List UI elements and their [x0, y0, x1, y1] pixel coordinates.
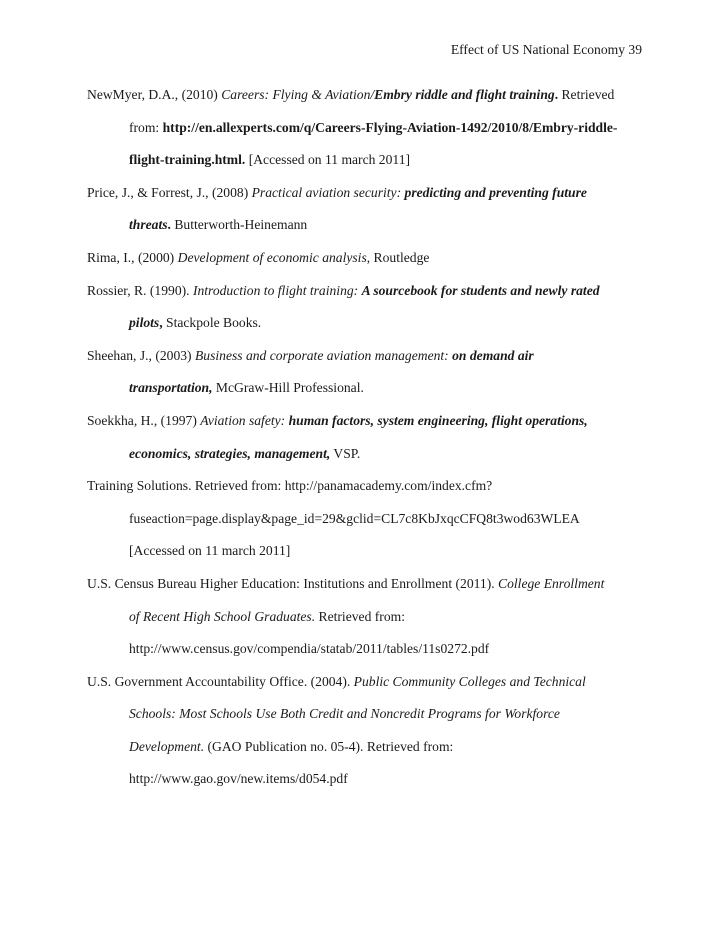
reference-text-segment: U.S. Census Bureau Higher Education: Institutions and Enrollment (2011).	[87, 575, 499, 591]
reference-continuation-line	[87, 607, 647, 640]
reference-entry	[87, 248, 647, 281]
reference-entry	[87, 574, 647, 672]
reference-text-segment: Business and corporate aviation management:	[194, 347, 453, 363]
reference-first-line	[87, 281, 647, 314]
reference-first-line	[87, 476, 647, 509]
reference-first-line	[87, 574, 647, 607]
reference-text-segment: .	[167, 217, 171, 233]
reference-entry	[87, 281, 647, 346]
reference-continuation-line	[87, 444, 647, 477]
reference-text-segment: .	[554, 87, 562, 102]
reference-text-segment: A sourcebook for students and newly rated	[361, 282, 600, 298]
reference-text-segment: [Accessed on 11 march 2011]	[245, 152, 411, 168]
reference-text-segment: Retrieved from:	[315, 608, 405, 624]
reference-continuation-line	[87, 313, 647, 346]
reference-text-segment: Soekkha, H., (1997)	[87, 412, 201, 428]
reference-text-segment: (GAO Publication no. 05-4). Retrieved from:	[204, 738, 454, 754]
reference-text-segment: Sheehan, J., (2003)	[87, 347, 195, 363]
reference-text-segment: Training Solutions. Retrieved from: http://panamacademy.com/index.cfm?	[87, 478, 493, 494]
reference-first-line	[87, 85, 647, 118]
reference-entry	[87, 411, 647, 476]
reference-entry	[87, 672, 647, 802]
reference-entry	[87, 85, 647, 183]
reference-text-segment: Practical aviation security:	[251, 184, 405, 200]
reference-text-segment: College Enrollment	[498, 575, 605, 591]
reference-text-segment: Butterworth-Heinemann	[170, 217, 308, 233]
reference-continuation-line	[87, 378, 647, 411]
reference-continuation-line	[87, 150, 647, 183]
reference-text-segment: fuseaction=page.display&page_id=29&gclid=CL7c8KbJxqcCFQ8t3wod63WLEA	[129, 510, 580, 526]
reference-text-segment: Rossier, R. (1990).	[87, 282, 193, 298]
reference-text-segment: U.S. Government Accountability Office. (2004).	[87, 673, 354, 689]
reference-first-line	[87, 672, 647, 705]
reference-text-segment: of Recent High School Graduates.	[129, 608, 316, 624]
reference-text-segment: Introduction to flight training:	[192, 282, 362, 298]
reference-continuation-line	[87, 704, 647, 737]
reference-continuation-line	[87, 509, 647, 542]
reference-text-segment: McGraw-Hill Professional.	[212, 380, 364, 396]
running-head: Effect of US National Economy 39	[450, 42, 642, 57]
reference-text-segment: human factors, system engineering, flight operations,	[288, 412, 588, 428]
reference-text-segment: Price, J., & Forrest, J., (2008)	[87, 184, 252, 200]
reference-continuation-line	[87, 639, 647, 672]
reference-text-segment: http://www.gao.gov/new.items/d054.pdf	[129, 771, 348, 787]
reference-first-line	[87, 248, 647, 281]
reference-text-segment: predicting and preventing future	[404, 184, 587, 200]
reference-continuation-line	[87, 215, 647, 248]
reference-text-segment: Stackpole Books.	[162, 315, 262, 331]
reference-first-line	[87, 183, 647, 216]
reference-text-segment: ,	[159, 315, 163, 331]
reference-first-line	[87, 346, 647, 379]
reference-text-segment: economics, strategies, management,	[129, 445, 331, 461]
reference-entry	[87, 476, 647, 574]
reference-continuation-line	[87, 541, 647, 574]
reference-text-segment: VSP.	[330, 445, 361, 461]
reference-text-segment: Careers: Flying & Aviation/	[221, 87, 375, 102]
reference-list	[87, 85, 647, 802]
reference-text-segment: [Accessed on 11 march 2011]	[129, 543, 291, 559]
reference-text-segment: transportation,	[129, 380, 213, 396]
reference-text-segment: Public Community Colleges and Technical	[353, 673, 586, 689]
reference-text-segment: threats	[129, 217, 168, 233]
reference-text-segment: pilots	[129, 315, 160, 331]
reference-text-segment: flight-training.html.	[129, 152, 246, 168]
reference-entry	[87, 346, 647, 411]
reference-text-segment: on demand air	[452, 347, 534, 363]
reference-entry	[87, 183, 647, 248]
reference-continuation-line	[87, 118, 647, 151]
reference-text-segment: Retrieved	[561, 87, 615, 102]
reference-text-segment: Development of economic analysis	[177, 249, 367, 265]
reference-text-segment: Aviation safety:	[200, 412, 289, 428]
reference-text-segment: NewMyer, D.A., (2010)	[87, 87, 222, 102]
reference-text-segment: http://en.allexperts.com/q/Careers-Flying-Aviation-1492/2010/8/Embry-riddle-	[162, 119, 618, 135]
reference-continuation-line	[87, 737, 647, 770]
reference-text-segment: http://www.census.gov/compendia/statab/2011/tables/11s0272.pdf	[129, 641, 490, 657]
reference-text-segment: , Routledge	[366, 249, 430, 265]
reference-text-segment: from:	[129, 119, 163, 135]
reference-text-segment: Rima, I., (2000)	[87, 249, 178, 265]
reference-text-segment: Schools: Most Schools Use Both Credit and Noncredit Programs for Workforce	[129, 706, 560, 722]
reference-continuation-line	[87, 769, 647, 802]
reference-text-segment: Embry riddle and flight training	[374, 87, 555, 102]
reference-text-segment: Development.	[129, 738, 205, 754]
reference-first-line	[87, 411, 647, 444]
